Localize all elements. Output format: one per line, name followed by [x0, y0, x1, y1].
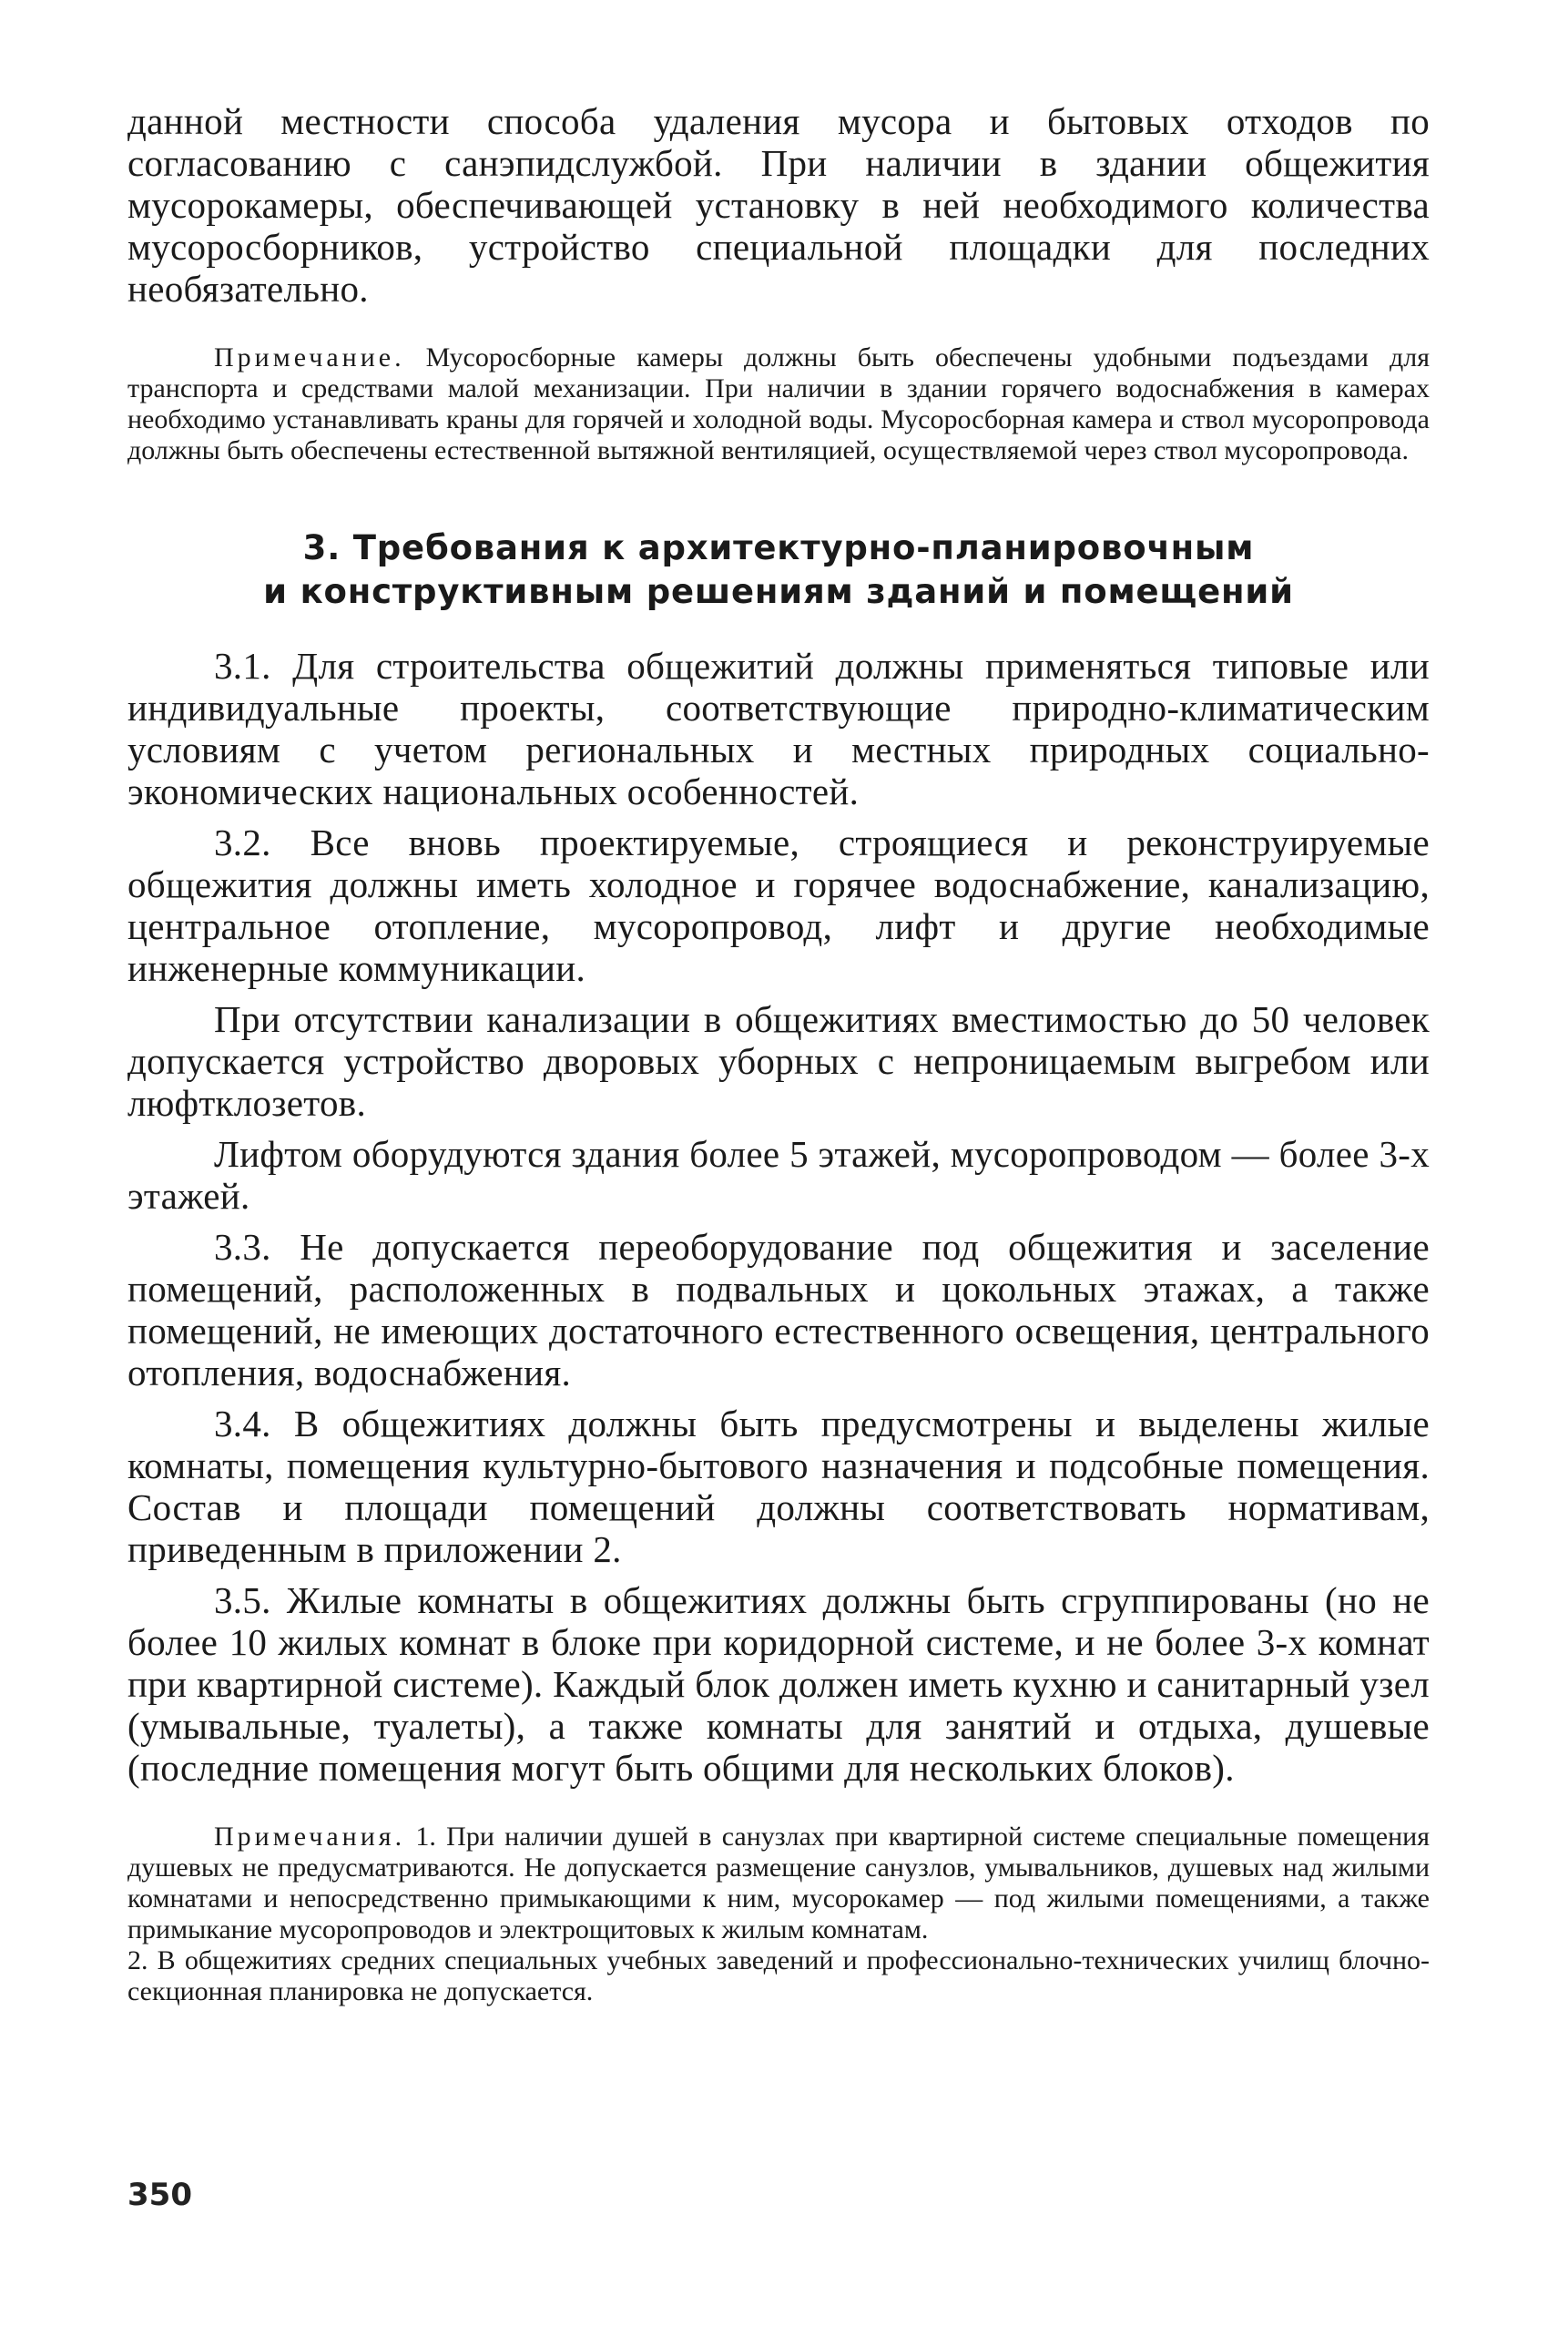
paragraph-3-3: 3.3. Не допускается переоборудование под общежития и заселение помещений, расположенных в подвальных и цокольных этажах, а также помещений, не имеющих достаточного естественного освещения, центрального отопления, водоснабжения. — [127, 1226, 1430, 1393]
paragraph-3-4: 3.4. В общежитиях должны быть предусмотрены и выделены жилые комнаты, помещения культурно-бытового назначения и подсобные помещения. Состав и площади помещений должны соответствовать нормативам, приведенным в приложении 2. — [127, 1403, 1430, 1570]
section-heading-line-1: 3. Требования к архитектурно-планировочным — [302, 528, 1255, 567]
note-block — [127, 342, 1430, 466]
notes-label: Примечания. — [214, 1822, 406, 1852]
paragraph-sewage: При отсутствии канализации в общежитиях вместимостью до 50 человек допускается устройство дворовых уборных с непроницаемым выгребом или люфтклозетов. — [127, 998, 1430, 1124]
intro-paragraph: данной местности способа удаления мусора и бытовых отходов по согласованию с санэпидслужбой. При наличии в здании общежития мусорокамеры, обеспечивающей установку в ней необходимого количества мусоросборников, устройство специальной площадки для последних необязательно. — [127, 100, 1430, 310]
document-page — [127, 100, 1430, 2007]
note-label: Примечание. — [214, 342, 405, 373]
notes-paragraph-2: 2. В общежитиях средних специальных учебных заведений и профессионально-технических училищ блочно-секционная планировка не допускается. — [127, 1945, 1430, 2006]
notes-block — [127, 1822, 1430, 2007]
paragraph-elevator: Лифтом оборудуются здания более 5 этажей, мусоропроводом — более 3-х этажей. — [127, 1133, 1430, 1217]
paragraph-3-5: 3.5. Жилые комнаты в общежитиях должны быть сгруппированы (но не более 10 жилых комнат в блоке при коридорной системе, и не более 3-х комнат при квартирной системе). Каждый блок должен иметь кухню и санитарный узел (умывальные, туалеты), а также комнаты для занятий и отдыха, душевые (последние помещения могут быть общими для нескольких блоков). — [127, 1579, 1430, 1789]
section-heading-line-2: и конструктивным решениям зданий и помещений — [263, 572, 1294, 611]
notes-paragraph-1 — [127, 1822, 1430, 1945]
note-text: Мусоросборные камеры должны быть обеспечены удобными подъездами для транспорта и средствами малой механизации. При наличии в здании горячего водоснабжения в камерах необходимо устанавливать краны для горячей и холодной воды. Мусоросборная камера и ствол мусоропровода должны быть обеспечены естественной вытяжной вентиляцией, осуществляемой через ствол мусоропровода. — [127, 342, 1431, 465]
paragraph-3-2: 3.2. Все вновь проектируемые, строящиеся и реконструируемые общежития должны иметь холодное и горячее водоснабжение, канализацию, центральное отопление, мусоропровод, лифт и другие необходимые инженерные коммуникации. — [127, 822, 1430, 989]
paragraph-3-1: 3.1. Для строительства общежитий должны применяться типовые или индивидуальные проекты, соответствующие природно-климатическим условиям с учетом региональных и местных природных социально-экономических национальных особенностей. — [127, 645, 1430, 812]
note-paragraph — [127, 342, 1430, 466]
notes-text-1: 1. При наличии душей в санузлах при квартирной системе специальные помещения душевых не предусматриваются. Не допускается размещение санузлов, умывальников, душевых над жилыми комнатами и непосредственно примыкающими к ним, мусорокамер — под жилыми помещениями, а также примыкание мусоропроводов и электрощитовых к жилым комнатам. — [127, 1822, 1431, 1944]
page-number: 350 — [127, 2177, 192, 2213]
section-heading — [127, 526, 1430, 614]
